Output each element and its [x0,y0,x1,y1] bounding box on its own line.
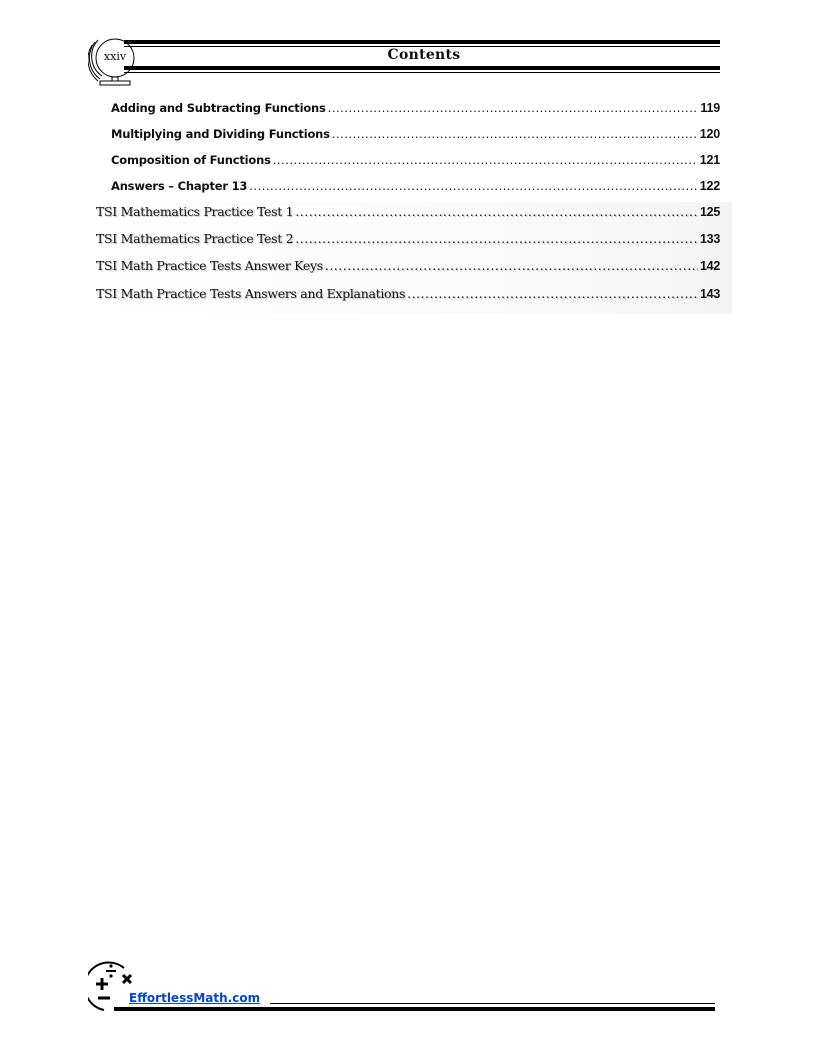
footer-rule [114,1007,715,1011]
dot-leader [273,153,698,167]
toc-entry[interactable] [96,231,720,246]
dot-leader [332,127,698,141]
page-footer [88,960,720,1015]
toc-entry-page: 122 [699,179,720,193]
dot-leader [295,204,698,219]
toc-entry-label: Multiplying and Dividing Functions [111,127,330,141]
dot-leader [328,101,699,115]
dot-leader [407,286,698,301]
page-number: xxiv [103,50,127,63]
dot-leader [249,179,698,193]
toc-entry-page: 119 [700,101,720,115]
toc-entry-label: Answers – Chapter 13 [111,179,248,193]
footer-rule [270,1003,715,1004]
toc-entry[interactable] [96,204,720,219]
website-link[interactable]: EffortlessMath.com [129,991,261,1005]
toc-entry-page: 125 [700,205,720,219]
toc-entry-label: TSI Math Practice Tests Answers and Explanations [96,286,406,301]
dot-leader [325,258,698,273]
header-rule [124,40,720,44]
toc-entry-page: 121 [699,153,720,167]
page-title: Contents [387,47,461,63]
toc-entry[interactable] [96,286,720,301]
toc-entry-label: TSI Math Practice Tests Answer Keys [96,258,323,273]
toc-entry-label: TSI Mathematics Practice Test 2 [96,231,294,246]
toc-entry-page: 120 [699,127,720,141]
dot-leader [295,231,698,246]
header-rule [124,72,720,73]
toc-entry[interactable] [111,179,720,193]
page-header [88,34,720,86]
toc-entry-label: TSI Mathematics Practice Test 1 [96,204,294,219]
toc-entry-label: Adding and Subtracting Functions [111,101,326,115]
toc-entry-page: 143 [700,287,720,301]
toc-entry-label: Composition of Functions [111,153,271,167]
toc-entry-page: 142 [700,259,720,273]
header-rule [124,66,720,70]
toc-entry[interactable] [111,127,720,141]
toc-entry[interactable] [111,101,720,115]
toc-entry[interactable] [96,258,720,273]
toc-entry-page: 133 [700,232,720,246]
toc-entry[interactable] [111,153,720,167]
